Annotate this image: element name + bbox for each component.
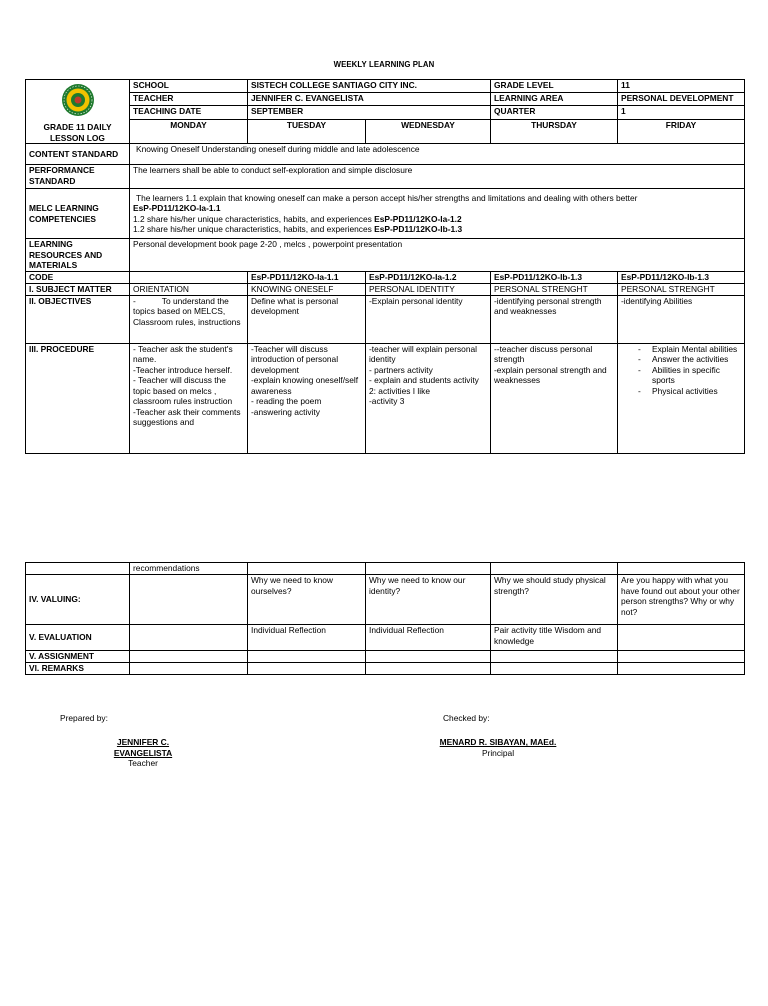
- learning-area-value: PERSONAL DEVELOPMENT: [618, 93, 745, 106]
- subject-tuesday: KNOWING ONESELF: [248, 283, 366, 295]
- procedure-thursday-2: -explain personal strength and weaknesses: [494, 364, 607, 385]
- procedure-monday: [130, 343, 248, 453]
- procedure-friday-1: - Explain Mental abilities: [638, 344, 741, 355]
- evaluation-monday: [130, 625, 248, 651]
- quarter-value: 1: [618, 106, 745, 119]
- grade-level-label: GRADE LEVEL: [491, 80, 618, 93]
- teacher-label: TEACHER: [130, 93, 248, 106]
- melc-line-1: The learners 1.1 explain that knowing oneself can make a person accept his/her strengths and limitations and dealing with others better: [136, 192, 638, 203]
- performance-standard-label: PERFORMANCE STANDARD: [26, 165, 130, 189]
- procedure-tuesday-4: -answering activity: [251, 406, 320, 417]
- valuing-wednesday: Why we need to know our identity?: [366, 575, 491, 625]
- melc-line-3: [133, 224, 741, 235]
- assignment-friday: [618, 651, 745, 663]
- assignment-tuesday: [248, 651, 366, 663]
- log-label: GRADE 11 DAILY LESSON LOG: [43, 122, 112, 143]
- procedure-wednesday-1: -teacher will explain personal identity: [369, 343, 477, 364]
- code-label: CODE: [26, 271, 130, 283]
- valuing-friday: Are you happy with what you have found out about your other person strengths? Why or why not?: [618, 575, 745, 625]
- assignment-wednesday: [366, 651, 491, 663]
- content-standard-label: CONTENT STANDARD: [26, 144, 130, 165]
- valuing-label: IV. VALUING:: [26, 575, 130, 625]
- procedure-tuesday-2: -explain knowing oneself/self awareness: [251, 375, 359, 396]
- valuing-tuesday: Why we need to know ourselves?: [248, 575, 366, 625]
- prepared-by-block: [88, 737, 198, 769]
- prepared-by-label: Prepared by:: [60, 713, 108, 723]
- objective-monday-text: To understand the topics based on MELCS, Classroom rules, instructions: [133, 295, 241, 327]
- log-header-cell: [26, 80, 130, 144]
- day-friday: FRIDAY: [618, 119, 745, 143]
- subject-matter-label: I. SUBJECT MATTER: [26, 283, 130, 295]
- procedure-monday-4: -Teacher ask their comments suggestions and: [133, 406, 241, 427]
- remarks-wednesday: [366, 663, 491, 675]
- procedure-friday-list: [621, 344, 741, 397]
- procedure-monday-3: - Teacher will discuss the topic based on melcs , classroom rules instruction: [133, 375, 233, 406]
- remarks-thursday: [491, 663, 618, 675]
- continuation-tuesday: [248, 563, 366, 575]
- remarks-monday: [130, 663, 248, 675]
- remarks-label: VI. REMARKS: [26, 663, 130, 675]
- teacher-value: JENNIFER C. EVANGELISTA: [248, 93, 491, 106]
- lesson-log-table: [25, 79, 745, 454]
- procedure-friday-4: - Physical activities: [638, 386, 741, 397]
- evaluation-wednesday: Individual Reflection: [366, 625, 491, 651]
- subject-thursday: PERSONAL STRENGHT: [491, 283, 618, 295]
- objective-thursday: -identifying personal strength and weaknesses: [491, 295, 618, 343]
- code-wednesday: EsP-PD11/12KO-Ia-1.2: [366, 271, 491, 283]
- teaching-date-label: TEACHING DATE: [130, 106, 248, 119]
- continuation-wednesday: [366, 563, 491, 575]
- procedure-friday-2: - Answer the activities: [638, 354, 741, 365]
- code-thursday: EsP-PD11/12KO-Ib-1.3: [491, 271, 618, 283]
- assignment-thursday: [491, 651, 618, 663]
- objective-tuesday: Define what is personal development: [248, 295, 366, 343]
- melc-value: [130, 189, 745, 239]
- procedure-monday-2: -Teacher introduce herself.: [133, 364, 233, 375]
- evaluation-tuesday: Individual Reflection: [248, 625, 366, 651]
- evaluation-friday: [618, 625, 745, 651]
- melc-line-3-text: 1.2 share his/her unique characteristics, habits, and experiences: [133, 224, 375, 234]
- melc-label: MELC LEARNING COMPETENCIES: [26, 189, 130, 239]
- continuation-monday: recommendations: [130, 563, 248, 575]
- day-monday: MONDAY: [130, 119, 248, 143]
- continuation-thursday: [491, 563, 618, 575]
- melc-code-2: EsP-PD11/12KO-Ia-1.2: [374, 213, 462, 224]
- remarks-tuesday: [248, 663, 366, 675]
- subject-friday: PERSONAL STRENGHT: [618, 283, 745, 295]
- code-tuesday: EsP-PD11/12KO-Ia-1.1: [248, 271, 366, 283]
- remarks-friday: [618, 663, 745, 675]
- resources-value: Personal development book page 2-20 , melcs , powerpoint presentation: [130, 239, 745, 272]
- objective-friday: -identifying Abilities: [618, 295, 745, 343]
- melc-line-2-text: 1.2 share his/her unique characteristics, habits, and experiences: [133, 213, 375, 224]
- objectives-label: II. OBJECTIVES: [26, 295, 130, 343]
- checked-by-role: Principal: [481, 747, 515, 758]
- continuation-label-cell: [26, 563, 130, 575]
- subject-wednesday: PERSONAL IDENTITY: [366, 283, 491, 295]
- grade-level-value: 11: [618, 80, 745, 93]
- procedure-wednesday: [366, 343, 491, 453]
- procedure-friday-3: - Abilities in specific sports: [638, 365, 741, 386]
- melc-code-1: EsP-PD11/12KO-Ia-1.1: [133, 203, 221, 213]
- evaluation-thursday: Pair activity title Wisdom and knowledge: [491, 625, 618, 651]
- code-friday: EsP-PD11/12KO-Ib-1.3: [618, 271, 745, 283]
- melc-line-2: [133, 214, 741, 225]
- valuing-thursday: Why we should study physical strength?: [491, 575, 618, 625]
- objective-monday-dash: -: [133, 295, 136, 306]
- subject-monday: ORIENTATION: [130, 283, 248, 295]
- quarter-label: QUARTER: [491, 106, 618, 119]
- assignment-label: V. ASSIGNMENT: [26, 651, 130, 663]
- procedure-wednesday-3: - explain and students activity 2: activities I like: [369, 375, 479, 396]
- procedure-friday: [618, 343, 745, 453]
- day-thursday: THURSDAY: [491, 119, 618, 143]
- evaluation-label: V. EVALUATION: [26, 625, 130, 651]
- checked-by-name: MENARD R. SIBAYAN, MAEd.: [439, 737, 557, 747]
- melc-code-3: EsP-PD11/12KO-Ib-1.3: [374, 224, 463, 234]
- objective-wednesday: -Explain personal identity: [366, 295, 491, 343]
- procedure-wednesday-4: -activity 3: [369, 396, 405, 406]
- document-title: WEEKLY LEARNING PLAN: [333, 60, 435, 69]
- procedure-thursday: [491, 343, 618, 453]
- procedure-thursday-1: --teacher discuss personal strength: [494, 343, 593, 364]
- prepared-by-name: JENNIFER C. EVANGELISTA: [113, 737, 173, 758]
- school-logo-icon: [61, 83, 95, 117]
- school-value: SISTECH COLLEGE SANTIAGO CITY INC.: [248, 80, 491, 93]
- procedure-tuesday-3: - reading the poem: [251, 396, 322, 406]
- procedure-tuesday-1: -Teacher will discuss introduction of personal development: [251, 343, 339, 375]
- lesson-log-table-continued: [25, 562, 745, 675]
- content-standard-value: Knowing Oneself Understanding oneself during middle and late adolescence: [130, 144, 745, 165]
- school-label: SCHOOL: [130, 80, 248, 93]
- procedure-label: III. PROCEDURE: [26, 343, 130, 453]
- procedure-wednesday-2: - partners activity: [369, 364, 433, 375]
- assignment-monday: [130, 651, 248, 663]
- procedure-tuesday: [248, 343, 366, 453]
- checked-by-label: Checked by:: [443, 713, 490, 723]
- learning-area-label: LEARNING AREA: [491, 93, 618, 106]
- day-wednesday: WEDNESDAY: [366, 119, 491, 143]
- valuing-monday: [130, 575, 248, 625]
- resources-label: LEARNING RESOURCES AND MATERIALS: [26, 239, 130, 272]
- performance-standard-value: The learners shall be able to conduct self-exploration and simple disclosure: [130, 165, 745, 189]
- teaching-date-value: SEPTEMBER: [248, 106, 491, 119]
- procedure-monday-1: - Teacher ask the student's name.: [133, 343, 233, 364]
- checked-by-block: [438, 737, 558, 758]
- prepared-by-role: Teacher: [128, 758, 158, 768]
- code-monday: [130, 271, 248, 283]
- objective-monday: [130, 295, 248, 343]
- continuation-friday: [618, 563, 745, 575]
- day-tuesday: TUESDAY: [248, 119, 366, 143]
